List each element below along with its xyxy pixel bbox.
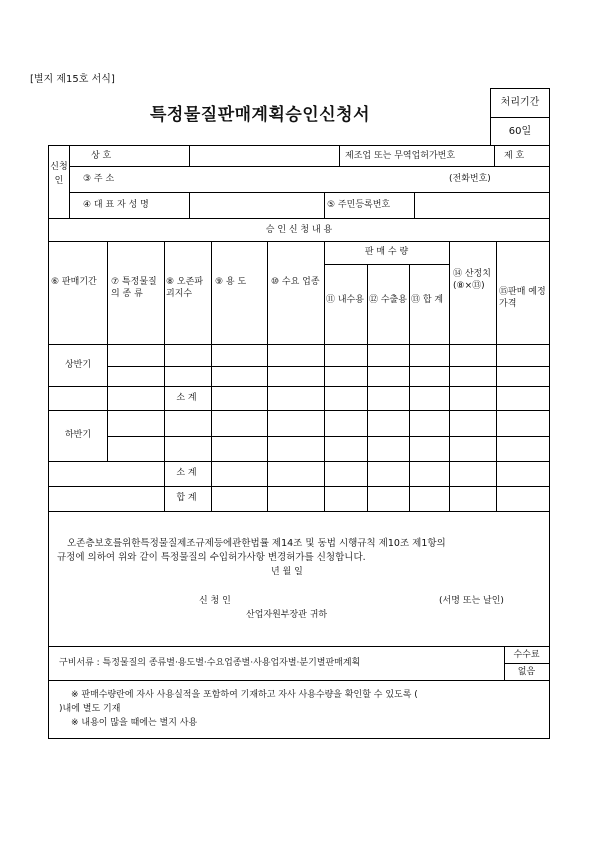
applicant-side-label: 신청인	[50, 162, 68, 186]
divider	[449, 241, 450, 511]
note-1-line-2: )내에 별도 기재	[59, 704, 121, 714]
recipient: 산업자원부장관 귀하	[246, 610, 328, 620]
processing-period-value: 60일	[508, 126, 532, 137]
divider	[324, 192, 325, 218]
divider	[49, 386, 549, 387]
license-number-value: 제 호	[504, 151, 525, 161]
divider	[69, 166, 549, 167]
divider	[107, 241, 108, 461]
row-first-half: 상반기	[64, 360, 92, 370]
row-second-half: 하반기	[64, 430, 92, 440]
col-sales-period: ⑥ 판매기간	[51, 277, 97, 287]
divider	[496, 241, 497, 511]
col-applied-value: ⑭ 산정치 (⑧×⑬)	[453, 269, 491, 291]
row-total: 합 계	[176, 493, 197, 503]
col-total: ⑬ 합 계	[411, 295, 444, 305]
resident-number-label: ⑤ 주민등록번호	[327, 200, 391, 210]
col-use: ⑨ 용 도	[215, 277, 247, 287]
divider	[107, 436, 549, 437]
divider	[107, 366, 549, 367]
divider	[339, 146, 340, 166]
attachments-text: 구비서류 : 특정물질의 종류별·용도별·수요업종별·사용업자별·분기별판매계획	[59, 658, 361, 668]
divider	[49, 461, 549, 462]
company-name-label: 상 호	[91, 151, 112, 161]
divider	[49, 646, 549, 647]
divider	[49, 241, 549, 242]
section-header: 승 인 신 청 내 용	[265, 225, 333, 235]
row-subtotal-second: 소 계	[176, 468, 197, 478]
divider	[69, 146, 70, 218]
processing-period-label: 처리기간	[491, 89, 549, 118]
divider	[414, 192, 415, 218]
processing-period-box	[490, 88, 550, 146]
divider	[49, 410, 549, 411]
divider	[409, 264, 410, 511]
divider	[189, 192, 190, 218]
col-domestic: ⑪ 내수용	[326, 295, 364, 305]
divider	[324, 264, 449, 265]
note-1-line-1: ※ 판매수량란에 자사 사용실적을 포함하여 기재하고 자사 사용수량을 확인할 수 있도록 (	[71, 690, 418, 700]
divider	[494, 146, 495, 166]
col-demand-industry: ⑩ 수요 업종	[271, 277, 320, 287]
page-title: 특정물질판매계획승인신청서	[150, 105, 370, 125]
divider	[324, 241, 325, 511]
fee-value: 없음	[517, 667, 536, 677]
license-number-label: 제조업 또는 무역업허가번호	[345, 151, 456, 161]
row-subtotal-first: 소 계	[176, 393, 197, 403]
divider	[189, 146, 190, 166]
divider	[367, 264, 368, 511]
divider	[69, 192, 549, 193]
divider	[49, 344, 549, 345]
note-2: ※ 내용이 많을 때에는 별지 사용	[71, 718, 198, 728]
divider	[49, 486, 549, 487]
col-substance: ⑦ 특정물질 의 종 류	[111, 277, 157, 299]
divider	[504, 663, 549, 664]
representative-label: ④ 대 표 자 성 명	[83, 200, 149, 210]
phone-label: (전화번호)	[449, 174, 491, 184]
col-export: ⑫ 수출용	[369, 295, 407, 305]
fee-label: 수수료	[513, 650, 540, 660]
declaration-date: 년 월 일	[271, 567, 303, 577]
form-number: [별지 제15호 서식]	[30, 74, 115, 85]
declaration-line-1: 오존층보호를위한특정물질제조규제등에관한법률 제14조 및 동법 시행규칙 제10조 제1항의	[67, 538, 446, 549]
col-ozone-index: ⑧ 오존파 괴지수	[166, 277, 204, 299]
signature-label: (서명 또는 날인)	[439, 596, 504, 606]
application-form	[48, 145, 550, 739]
divider	[49, 218, 549, 219]
declaration-applicant: 신 청 인	[199, 596, 231, 606]
col-sales-quantity: 판 매 수 량	[364, 247, 409, 257]
divider	[49, 511, 549, 512]
address-label: ③ 주 소	[83, 174, 115, 184]
divider	[49, 680, 549, 681]
col-sales-price: ⑮판매 예정가격	[499, 287, 546, 309]
declaration-line-2: 규정에 의하여 위와 같이 특정물질의 수입허가사항 변경허가를 신청합니다.	[57, 552, 366, 563]
